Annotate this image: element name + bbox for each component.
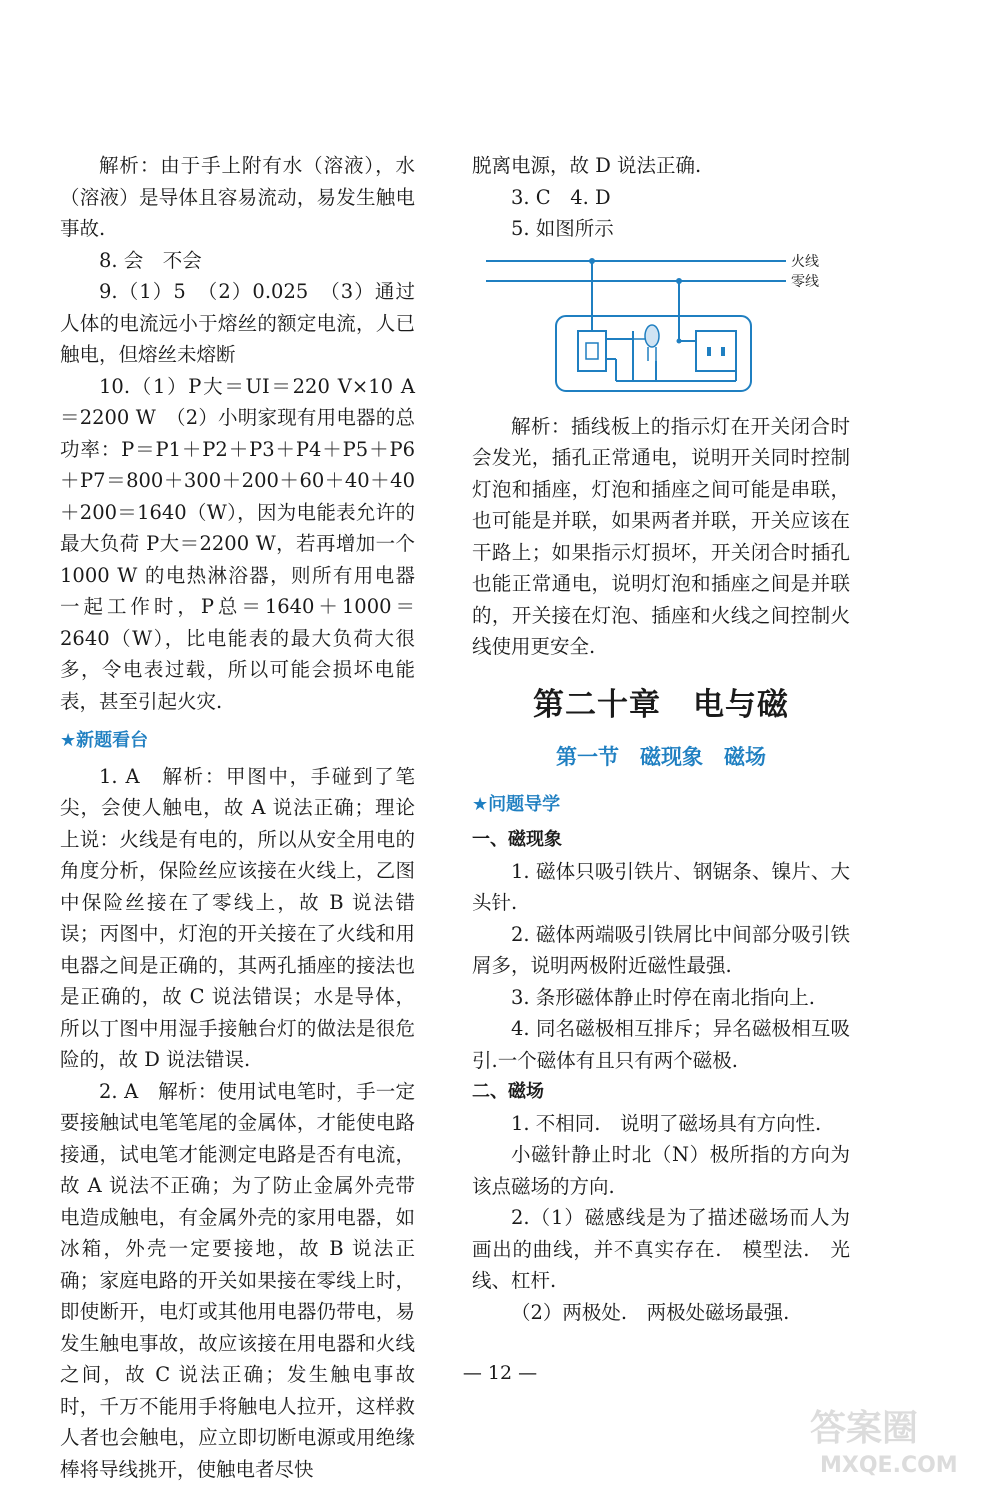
section-title: 第一节 磁现象 磁场 — [556, 744, 766, 769]
field-item-2b: （2）两极处. 两极处磁场最强. — [511, 1300, 790, 1324]
answer-10: 10.（1）P大＝UI＝220 V×10 A＝2200 W （2）小明家现有用电器的总功率：P＝P1＋P2＋P3＋P4＋P5＋P6＋P7＝800＋300＋200＋60＋40＋40＋200＝1640（W），因为电能表允许的最大负荷 P大＝2200 W，若再增加一个 1000 W 的电热淋浴器，则所有用电器一起工作时，P总＝1640＋1000＝2640（W），比电能表的最大负荷大很多，令电表过载，所以可能会损坏电能表，甚至引起火灾. — [60, 374, 415, 713]
answer-8: 8. 会 不会 — [99, 248, 202, 272]
field-item-2: 2.（1）磁感线是为了描述磁场而人为画出的曲线，并不真实存在. 模型法. 光线、杠杆. — [472, 1206, 850, 1292]
page-number: — 12 — — [462, 1362, 538, 1384]
neutral-wire-label: 零线 — [791, 273, 819, 290]
switch-icon — [578, 331, 606, 371]
right-column — [472, 150, 850, 1328]
continued-text: 脱离电源，故 D 说法正确. — [472, 154, 702, 177]
left-column — [60, 150, 415, 1485]
indicator-lamp-icon — [645, 325, 659, 361]
watermark-top: 答案圈 — [810, 1408, 919, 1449]
section-heading-new-questions: ★新题看台 — [60, 730, 149, 751]
subheading-magnetic-phenomena: 一、磁现象 — [472, 829, 562, 850]
socket-icon — [696, 331, 736, 371]
new-question-1: 1. A 解析：甲图中，手碰到了笔尖，会使人触电，故 A 说法正确；理论上说：火线是有电的，所以从安全用电的角度分析，保险丝应该接在火线上，乙图中保险丝接在了零线上，故 B 说法错误；丙图中，灯泡的开关接在了火线和用电器之间是正确的，其两孔插座的接法也是正确的，故 C 说法错误；水是导体，所以丁图中用湿手接触台灯的做法是很危险的，故 D 说法错误. — [60, 764, 415, 1071]
section-heading-guided-questions: ★问题导学 — [472, 793, 561, 815]
analysis-paragraph: 解析：由于手上附有水（溶液），水（溶液）是导体且容易流动，易发生触电事故. — [60, 154, 415, 240]
answer-9: 9.（1）5 （2）0.025 （3）通过人体的电流远小于熔丝的额定电流，人已触电，但熔丝未熔断 — [60, 280, 415, 366]
item-1: 1. 磁体只吸引铁片、钢锯条、镍片、大头针. — [472, 859, 850, 914]
watermark-logo — [800, 1400, 990, 1480]
watermark-bottom: MXQE.COM — [820, 1453, 958, 1478]
item-3: 3. 条形磁体静止时停在南北指向上. — [511, 985, 816, 1009]
item-2: 2. 磁体两端吸引铁屑比中间部分吸引铁屑多，说明两极附近磁性最强. — [472, 922, 850, 977]
circuit-diagram — [486, 251, 826, 401]
live-wire-label: 火线 — [791, 253, 819, 270]
answer-3-4: 3. C 4. D — [511, 185, 611, 209]
field-item-1b: 小磁针静止时北（N）极所指的方向为该点磁场的方向. — [472, 1143, 850, 1198]
chapter-title: 第二十章 电与磁 — [533, 686, 789, 723]
new-question-2: 2. A 解析：使用试电笔时，手一定要接触试电笔笔尾的金属体，才能使电路接通，试电笔才能测定电路是否有电流，故 A 说法不正确；为了防止金属外壳带电造成触电，有金属外壳的家用电器，如冰箱，外壳一定要接地，故 B 说法正确；家庭电路的开关如果接在零线上时，即使断开，电灯或其他用电器仍带电，易发生触电事故，故应该接在用电器和火线之间，故 C 说法正确；发生触电事故时，千万不能用手将触电人拉开，这样救人者也会触电，应立即切断电源或用绝缘棒将导线挑开，使触电者尽快 — [60, 1079, 415, 1481]
field-item-1: 1. 不相同. 说明了磁场具有方向性. — [511, 1111, 822, 1135]
subheading-magnetic-field: 二、磁场 — [472, 1081, 544, 1102]
answer-5: 5. 如图所示 — [511, 217, 614, 240]
diagram-analysis: 解析：插线板上的指示灯在开关闭合时会发光，插孔正常通电，说明开关同时控制灯泡和插座，灯泡和插座之间可能是串联，也可能是并联，如果两者并联，开关应该在干路上；如果指示灯损坏，开关闭合时插孔也能正常通电，说明灯泡和插座之间是并联的，开关接在灯泡、插座和火线之间控制火线使用更安全. — [472, 414, 850, 658]
item-4: 4. 同名磁极相互排斥；异名磁极相互吸引.一个磁体有且只有两个磁极. — [472, 1017, 850, 1072]
